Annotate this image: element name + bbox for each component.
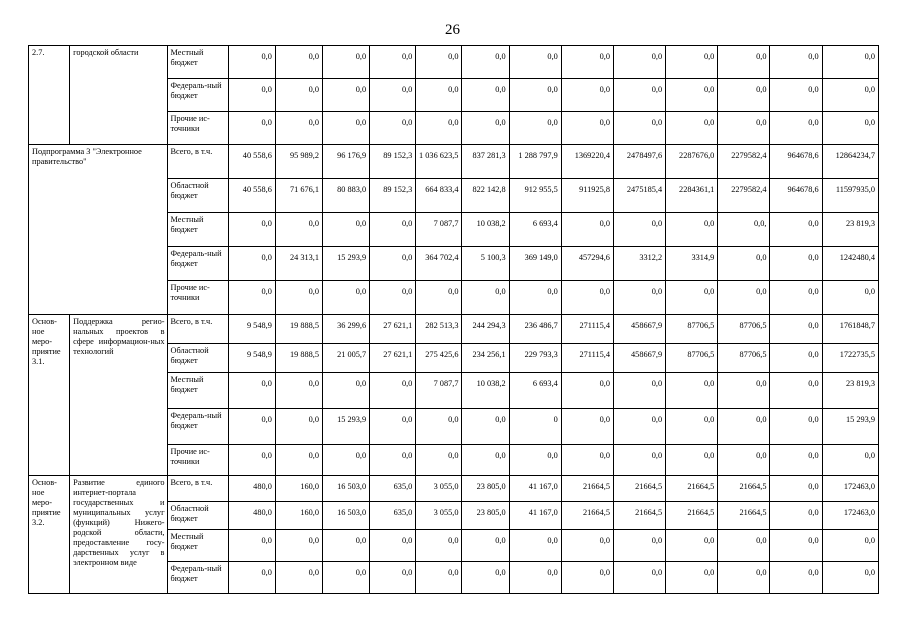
value-cell: 19 888,5 <box>275 315 322 344</box>
value-cell: 0,0 <box>770 502 822 530</box>
value-cell: 0,0 <box>666 112 718 145</box>
value-cell: 9 548,9 <box>228 315 275 344</box>
value-cell: 0,0 <box>718 46 770 79</box>
value-cell: 0,0 <box>462 445 509 476</box>
funding-source: Местный бюджет <box>168 46 228 79</box>
value-cell: 480,0 <box>228 476 275 502</box>
value-cell: 0,0 <box>822 530 878 562</box>
value-cell: 282 513,3 <box>416 315 462 344</box>
value-cell: 0,0 <box>770 46 822 79</box>
value-cell: 0,0 <box>718 445 770 476</box>
value-cell: 0,0 <box>770 445 822 476</box>
value-cell: 0,0 <box>770 373 822 409</box>
value-cell: 27 621,1 <box>370 315 416 344</box>
funding-source: Областной бюджет <box>168 502 228 530</box>
value-cell: 0,0 <box>370 112 416 145</box>
item-code: Основ-ное меро-приятие 3.1. <box>29 315 70 476</box>
funding-source: Федераль-ный бюджет <box>168 247 228 281</box>
value-cell: 236 486,7 <box>509 315 561 344</box>
value-cell: 1 036 623,5 <box>416 145 462 179</box>
table-row <box>29 315 879 344</box>
value-cell: 1761848,7 <box>822 315 878 344</box>
value-cell: 0,0 <box>275 281 322 315</box>
value-cell: 0,0 <box>275 79 322 112</box>
value-cell: 0,0 <box>770 213 822 247</box>
value-cell: 0,0 <box>613 281 665 315</box>
value-cell: 0,0 <box>416 562 462 594</box>
value-cell: 0,0 <box>666 213 718 247</box>
value-cell: 0,0 <box>666 79 718 112</box>
value-cell: 0,0 <box>561 562 613 594</box>
value-cell: 0,0 <box>561 409 613 445</box>
value-cell: 0,0 <box>718 112 770 145</box>
item-code: Основ-ное меро-приятие 3.2. <box>29 476 70 594</box>
value-cell: 7 087,7 <box>416 373 462 409</box>
value-cell: 635,0 <box>370 476 416 502</box>
funding-source: Федераль-ный бюджет <box>168 562 228 594</box>
value-cell: 0,0 <box>370 79 416 112</box>
value-cell: 0,0 <box>228 530 275 562</box>
value-cell: 2287676,0 <box>666 145 718 179</box>
value-cell: 0,0 <box>770 344 822 373</box>
value-cell: 41 167,0 <box>509 476 561 502</box>
value-cell: 0,0 <box>613 112 665 145</box>
value-cell: 0,0 <box>416 445 462 476</box>
value-cell: 15 293,9 <box>323 409 370 445</box>
value-cell: 2279582,4 <box>718 145 770 179</box>
funding-source: Областной бюджет <box>168 344 228 373</box>
item-name: городской области <box>70 46 168 145</box>
value-cell: 160,0 <box>275 476 322 502</box>
value-cell: 0,0 <box>323 562 370 594</box>
funding-source: Областной бюджет <box>168 179 228 213</box>
value-cell: 271115,4 <box>561 315 613 344</box>
value-cell: 0,0 <box>416 46 462 79</box>
funding-source: Федераль-ный бюджет <box>168 79 228 112</box>
value-cell: 6 693,4 <box>509 213 561 247</box>
value-cell: 21664,5 <box>613 502 665 530</box>
value-cell: 16 503,0 <box>323 476 370 502</box>
value-cell: 41 167,0 <box>509 502 561 530</box>
value-cell: 244 294,3 <box>462 315 509 344</box>
value-cell: 0,0 <box>509 281 561 315</box>
value-cell: 458667,9 <box>613 344 665 373</box>
value-cell: 0,0 <box>561 46 613 79</box>
value-cell: 0,0 <box>370 409 416 445</box>
value-cell: 87706,5 <box>718 315 770 344</box>
value-cell: 964678,6 <box>770 179 822 213</box>
value-cell: 635,0 <box>370 502 416 530</box>
value-cell: 0,0 <box>370 445 416 476</box>
value-cell: 0,0 <box>228 213 275 247</box>
value-cell: 40 558,6 <box>228 179 275 213</box>
funding-source: Местный бюджет <box>168 530 228 562</box>
funding-source: Местный бюджет <box>168 373 228 409</box>
funding-source: Всего, в т.ч. <box>168 315 228 344</box>
value-cell: 1722735,5 <box>822 344 878 373</box>
value-cell: 0,0 <box>275 562 322 594</box>
value-cell: 10 038,2 <box>462 213 509 247</box>
value-cell: 0,0 <box>666 409 718 445</box>
value-cell: 0,0 <box>718 281 770 315</box>
value-cell: 0,0 <box>370 530 416 562</box>
value-cell: 0,0 <box>323 112 370 145</box>
value-cell: 0,0 <box>613 562 665 594</box>
value-cell: 0,0 <box>323 281 370 315</box>
value-cell: 0,0 <box>323 46 370 79</box>
value-cell: 0,0 <box>509 445 561 476</box>
value-cell: 0,0 <box>275 373 322 409</box>
value-cell: 0,0 <box>613 79 665 112</box>
value-cell: 172463,0 <box>822 502 878 530</box>
value-cell: 0,0 <box>822 79 878 112</box>
value-cell: 89 152,3 <box>370 145 416 179</box>
value-cell: 0,0 <box>509 562 561 594</box>
value-cell: 10 038,2 <box>462 373 509 409</box>
value-cell: 2475185,4 <box>613 179 665 213</box>
value-cell: 271115,4 <box>561 344 613 373</box>
value-cell: 21664,5 <box>561 502 613 530</box>
value-cell: 0,0 <box>718 562 770 594</box>
value-cell: 15 293,9 <box>323 247 370 281</box>
value-cell: 0,0 <box>228 445 275 476</box>
value-cell: 21664,5 <box>561 476 613 502</box>
value-cell: 0,0 <box>323 213 370 247</box>
value-cell: 2478497,6 <box>613 145 665 179</box>
value-cell: 0,0 <box>718 79 770 112</box>
value-cell: 0,0 <box>770 281 822 315</box>
value-cell: 0,0 <box>718 373 770 409</box>
value-cell: 0,0 <box>462 281 509 315</box>
value-cell: 0,0 <box>718 409 770 445</box>
value-cell: 822 142,8 <box>462 179 509 213</box>
value-cell: 0,0 <box>561 213 613 247</box>
value-cell: 0,0 <box>509 79 561 112</box>
value-cell: 21664,5 <box>718 502 770 530</box>
value-cell: 0,0 <box>666 46 718 79</box>
value-cell: 0,0 <box>822 46 878 79</box>
value-cell: 0,0 <box>666 445 718 476</box>
value-cell: 11597935,0 <box>822 179 878 213</box>
funding-source: Всего, в т.ч. <box>168 476 228 502</box>
value-cell: 0,0 <box>228 409 275 445</box>
value-cell: 0,0 <box>509 112 561 145</box>
value-cell: 0,0 <box>770 476 822 502</box>
value-cell: 0,0 <box>370 281 416 315</box>
value-cell: 0,0 <box>509 46 561 79</box>
funding-source: Местный бюджет <box>168 213 228 247</box>
value-cell: 3312,2 <box>613 247 665 281</box>
value-cell: 0,0 <box>770 79 822 112</box>
value-cell: 0,0 <box>323 373 370 409</box>
value-cell: 89 152,3 <box>370 179 416 213</box>
value-cell: 457294,6 <box>561 247 613 281</box>
value-cell: 0,0 <box>275 445 322 476</box>
value-cell: 1 288 797,9 <box>509 145 561 179</box>
value-cell: 0,0 <box>770 530 822 562</box>
value-cell: 1369220,4 <box>561 145 613 179</box>
value-cell: 0,0 <box>370 373 416 409</box>
value-cell: 0,0 <box>416 79 462 112</box>
value-cell: 0,0 <box>462 112 509 145</box>
value-cell: 275 425,6 <box>416 344 462 373</box>
value-cell: 0,0 <box>228 373 275 409</box>
value-cell: 0,0 <box>323 530 370 562</box>
funding-source: Прочие ис-точники <box>168 445 228 476</box>
value-cell: 0,0 <box>228 562 275 594</box>
value-cell: 0,0 <box>275 409 322 445</box>
page-number: 26 <box>445 22 460 38</box>
value-cell: 23 805,0 <box>462 476 509 502</box>
value-cell: 0,0 <box>561 112 613 145</box>
item-name: Развитие единого интернет-портала государственных и муниципальных услуг (функций) Нижего-родской области, предоставление госу-дарственных услуг в электронном виде <box>70 476 168 594</box>
value-cell: 0,0 <box>416 530 462 562</box>
table-row <box>29 145 879 179</box>
value-cell: 24 313,1 <box>275 247 322 281</box>
value-cell: 0,0 <box>613 530 665 562</box>
value-cell: 0,0 <box>462 562 509 594</box>
value-cell: 16 503,0 <box>323 502 370 530</box>
value-cell: 0,0 <box>613 213 665 247</box>
value-cell: 0,0 <box>718 247 770 281</box>
value-cell: 87706,5 <box>666 344 718 373</box>
value-cell: 0,0 <box>509 530 561 562</box>
value-cell: 458667,9 <box>613 315 665 344</box>
value-cell: 0,0 <box>416 281 462 315</box>
funding-source: Прочие ис-точники <box>168 112 228 145</box>
value-cell: 7 087,7 <box>416 213 462 247</box>
value-cell: 21664,5 <box>718 476 770 502</box>
value-cell: 2279582,4 <box>718 179 770 213</box>
value-cell: 40 558,6 <box>228 145 275 179</box>
value-cell: 160,0 <box>275 502 322 530</box>
value-cell: 0,0 <box>370 247 416 281</box>
value-cell: 0,0 <box>323 445 370 476</box>
value-cell: 23 819,3 <box>822 373 878 409</box>
value-cell: 964678,6 <box>770 145 822 179</box>
value-cell: 837 281,3 <box>462 145 509 179</box>
funding-source: Федераль-ный бюджет <box>168 409 228 445</box>
value-cell: 87706,5 <box>718 344 770 373</box>
value-cell: 0,0 <box>822 562 878 594</box>
value-cell: 0,0 <box>416 409 462 445</box>
value-cell: 0,0 <box>770 562 822 594</box>
value-cell: 2284361,1 <box>666 179 718 213</box>
value-cell: 0,0 <box>561 530 613 562</box>
value-cell: 21664,5 <box>666 476 718 502</box>
value-cell: 9 548,9 <box>228 344 275 373</box>
value-cell: 0,0 <box>613 445 665 476</box>
value-cell: 87706,5 <box>666 315 718 344</box>
value-cell: 0,0 <box>275 112 322 145</box>
value-cell: 911925,8 <box>561 179 613 213</box>
value-cell: 0,0 <box>416 112 462 145</box>
value-cell: 912 955,5 <box>509 179 561 213</box>
value-cell: 664 833,4 <box>416 179 462 213</box>
value-cell: 0,0 <box>228 46 275 79</box>
value-cell: 0,0 <box>275 213 322 247</box>
value-cell: 480,0 <box>228 502 275 530</box>
value-cell: 0,0 <box>228 112 275 145</box>
subprogram-title: Подпрограмма 3 "Электронное правительство" <box>29 145 168 315</box>
value-cell: 80 883,0 <box>323 179 370 213</box>
value-cell: 23 805,0 <box>462 502 509 530</box>
value-cell: 234 256,1 <box>462 344 509 373</box>
item-name: Поддержка регио-нальных проектов в сфере информацион-ных технологий <box>70 315 168 476</box>
value-cell: 0,0 <box>770 315 822 344</box>
value-cell: 0,0 <box>462 530 509 562</box>
value-cell: 0,0 <box>718 530 770 562</box>
value-cell: 0,0 <box>822 281 878 315</box>
value-cell: 21 005,7 <box>323 344 370 373</box>
value-cell: 0,0 <box>613 373 665 409</box>
value-cell: 0,0 <box>561 373 613 409</box>
value-cell: 0,0 <box>666 530 718 562</box>
value-cell: 0,0 <box>613 46 665 79</box>
value-cell: 27 621,1 <box>370 344 416 373</box>
value-cell: 21664,5 <box>613 476 665 502</box>
value-cell: 0,0 <box>323 79 370 112</box>
value-cell: 0,0, <box>718 213 770 247</box>
value-cell: 3314,9 <box>666 247 718 281</box>
value-cell: 0,0 <box>613 409 665 445</box>
value-cell: 0,0 <box>666 373 718 409</box>
value-cell: 15 293,9 <box>822 409 878 445</box>
value-cell: 0,0 <box>770 247 822 281</box>
value-cell: 3 055,0 <box>416 476 462 502</box>
value-cell: 0,0 <box>370 46 416 79</box>
value-cell: 0,0 <box>228 281 275 315</box>
value-cell: 369 149,0 <box>509 247 561 281</box>
value-cell: 0,0 <box>561 445 613 476</box>
value-cell: 0,0 <box>666 562 718 594</box>
table-row <box>29 46 879 79</box>
value-cell: 0,0 <box>822 445 878 476</box>
funding-source: Всего, в т.ч. <box>168 145 228 179</box>
value-cell: 0,0 <box>770 112 822 145</box>
value-cell: 5 100,3 <box>462 247 509 281</box>
value-cell: 1242480,4 <box>822 247 878 281</box>
value-cell: 229 793,3 <box>509 344 561 373</box>
value-cell: 0 <box>509 409 561 445</box>
value-cell: 21664,5 <box>666 502 718 530</box>
value-cell: 0,0 <box>561 281 613 315</box>
value-cell: 0,0 <box>561 79 613 112</box>
value-cell: 172463,0 <box>822 476 878 502</box>
funding-source: Прочие ис-точники <box>168 281 228 315</box>
value-cell: 0,0 <box>462 409 509 445</box>
value-cell: 0,0 <box>228 247 275 281</box>
value-cell: 95 989,2 <box>275 145 322 179</box>
table-row <box>29 476 879 502</box>
value-cell: 0,0 <box>462 79 509 112</box>
value-cell: 23 819,3 <box>822 213 878 247</box>
value-cell: 3 055,0 <box>416 502 462 530</box>
value-cell: 71 676,1 <box>275 179 322 213</box>
value-cell: 36 299,6 <box>323 315 370 344</box>
item-code: 2.7. <box>29 46 70 145</box>
value-cell: 12864234,7 <box>822 145 878 179</box>
value-cell: 0,0 <box>228 79 275 112</box>
value-cell: 364 702,4 <box>416 247 462 281</box>
value-cell: 0,0 <box>275 46 322 79</box>
value-cell: 19 888,5 <box>275 344 322 373</box>
budget-table <box>28 45 879 594</box>
value-cell: 0,0 <box>666 281 718 315</box>
value-cell: 0,0 <box>462 46 509 79</box>
value-cell: 0,0 <box>275 530 322 562</box>
value-cell: 0,0 <box>822 112 878 145</box>
value-cell: 0,0 <box>370 562 416 594</box>
value-cell: 6 693,4 <box>509 373 561 409</box>
value-cell: 0,0 <box>770 409 822 445</box>
value-cell: 0,0 <box>370 213 416 247</box>
value-cell: 96 176,9 <box>323 145 370 179</box>
